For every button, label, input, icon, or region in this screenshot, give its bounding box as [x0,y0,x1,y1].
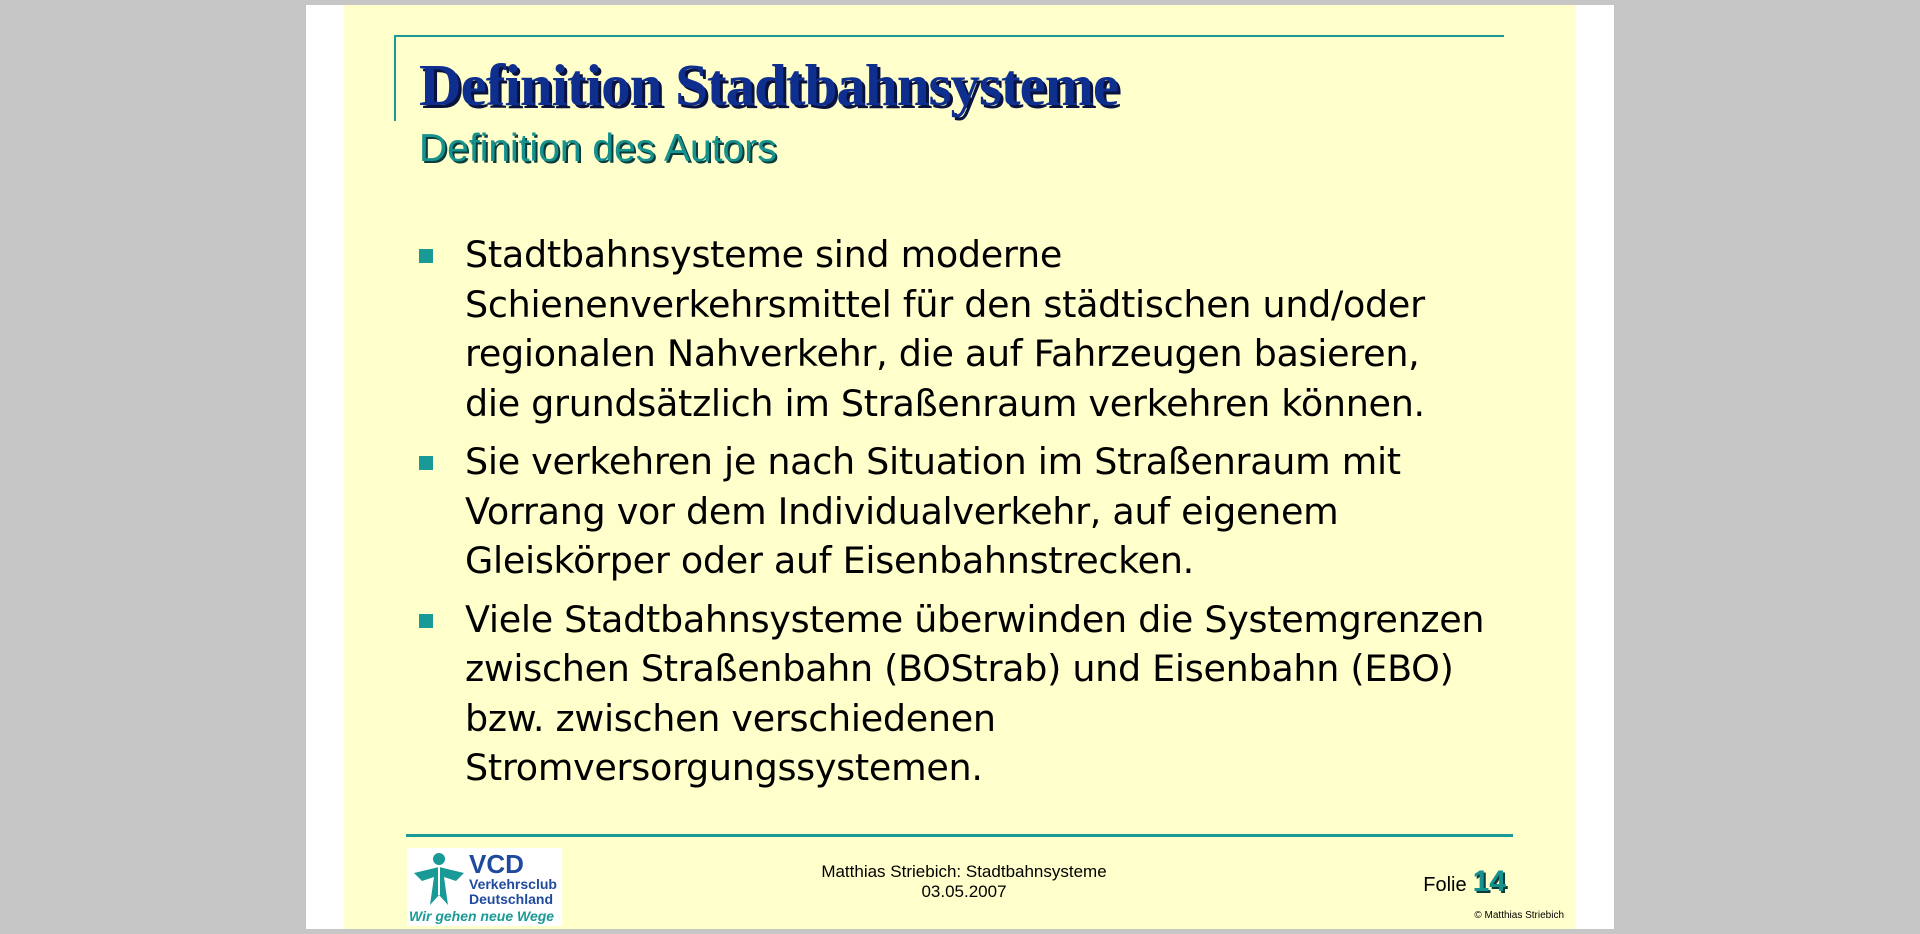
bullet-text: Sie verkehren je nach Situation im Straßenraum mit Vorrang vor dem Individualverkehr, auf eigenem Gleiskörper oder auf Eisenbahnstrecken. [465,440,1401,582]
vcd-logo [407,848,562,926]
footer-center [764,862,1164,902]
square-bullet-icon [419,249,433,263]
slide-title: Definition Stadtbahnsysteme [419,52,1119,118]
copyright-notice: © Matthias Striebich [1474,910,1564,921]
logo-slogan: Wir gehen neue Wege [409,908,555,924]
bullet-item [419,595,1519,793]
bullet-item [419,230,1519,428]
slide-subtitle: Definition des Autors [419,127,777,170]
logo-name: VCD [469,849,524,879]
bullet-text: Stadtbahnsysteme sind moderne Schienenverkehrsmittel für den städtischen und/oder regionalen Nahverkehr, die auf Fahrzeugen basieren, die grundsätzlich im Straßenraum verkehren können. [465,233,1425,425]
slide-number [1423,865,1506,899]
bottom-rule [406,834,1513,837]
slide [344,5,1576,929]
bullet-text: Viele Stadtbahnsysteme überwinden die Systemgrenzen zwischen Straßenbahn (BOStrab) und Eisenbahn (EBO) bzw. zwischen verschiedenen Stromversorgungssystemen. [465,597,1485,789]
title-bar [394,35,396,121]
square-bullet-icon [419,456,433,470]
slide-number-label: Folie [1423,874,1467,896]
slide-number-value: 14 [1472,865,1506,898]
logo-club-name: Verkehrsclub Deutschland [469,876,557,907]
footer-author-line: Matthias Striebich: Stadtbahnsysteme [821,862,1107,881]
square-bullet-icon [419,614,433,628]
bullet-item [419,437,1519,586]
vcd-figure-icon [410,851,468,907]
bullet-list [419,230,1519,802]
top-rule [394,35,1504,37]
footer-date: 03.05.2007 [921,882,1007,901]
document-page [306,5,1614,929]
